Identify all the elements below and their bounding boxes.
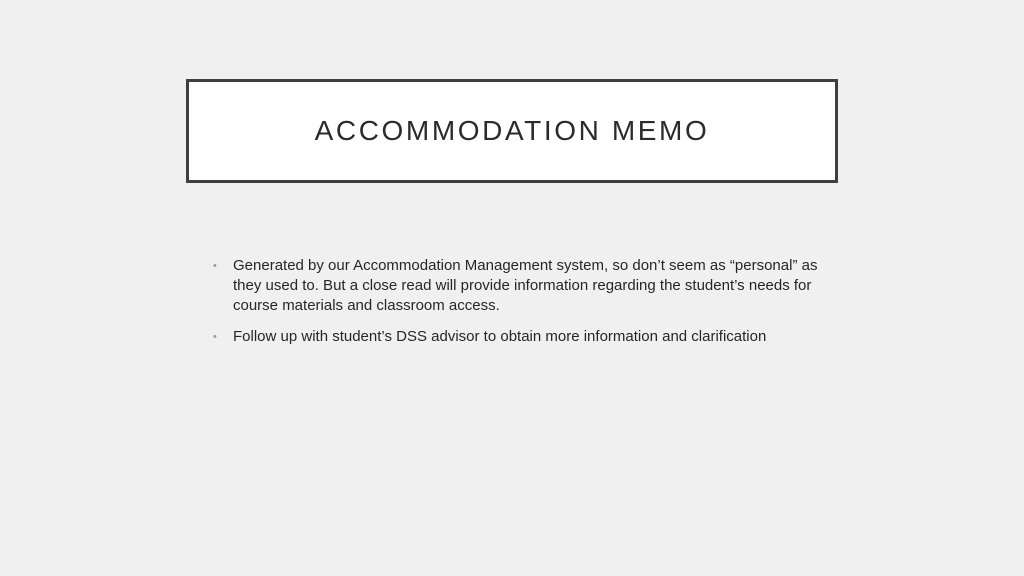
slide-title: ACCOMMODATION MEMO (314, 115, 710, 146)
bullet-text: Follow up with student’s DSS advisor to obtain more information and clarification (233, 328, 767, 345)
bullet-text: Generated by our Accommodation Management system, so don’t seem as “personal” as they used to. But a close read will provide information regarding the student’s needs for course materials and classroom access. (233, 257, 818, 314)
bullet-list (213, 256, 823, 358)
bullet-item (213, 256, 823, 316)
bullet-marker-icon: • (213, 260, 217, 272)
bullet-item (213, 327, 823, 347)
title-box (186, 79, 838, 183)
bullet-marker-icon: • (213, 331, 217, 343)
